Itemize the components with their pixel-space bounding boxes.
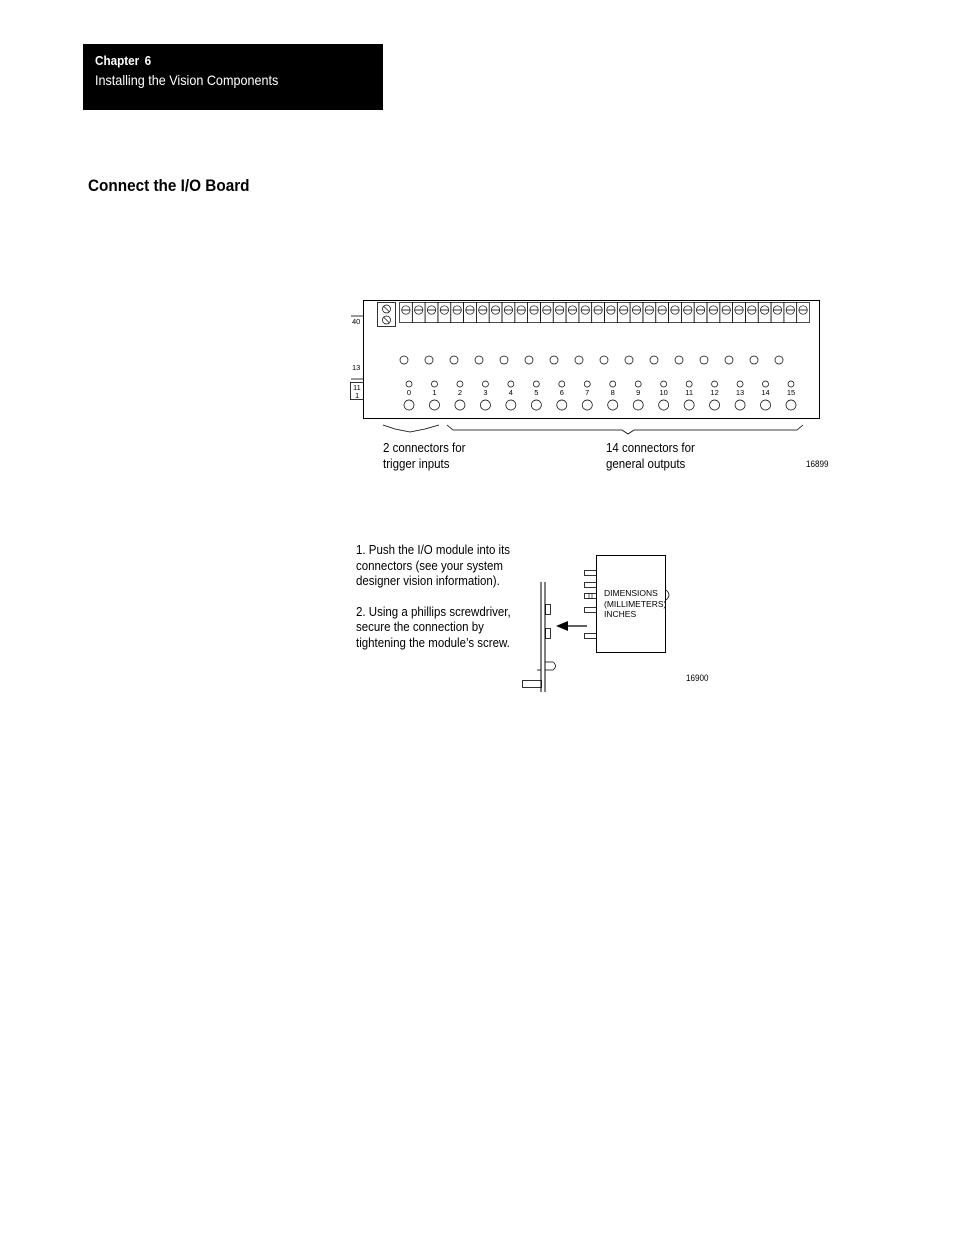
side-label-13: 13 xyxy=(352,363,361,372)
connector-number: 13 xyxy=(735,388,745,397)
dimension-label xyxy=(604,588,666,620)
trigger-caption-line: 2 connectors for xyxy=(383,441,466,455)
step-line: tightening the module’s screw. xyxy=(356,635,510,650)
connector-number: 9 xyxy=(636,388,641,397)
connector-number: 14 xyxy=(761,388,770,397)
connector-number: 5 xyxy=(534,388,539,397)
module-screw-head xyxy=(666,590,669,600)
backplane-tab xyxy=(545,662,556,670)
side-label-1: 1 xyxy=(355,391,360,400)
connector-number: 8 xyxy=(610,388,615,397)
backplane-socket-upper xyxy=(546,605,551,615)
dimension-line: (MILLIMETERS) xyxy=(604,598,667,609)
module-pins xyxy=(585,571,597,639)
connector-number: 11 xyxy=(685,388,694,397)
step-line: 1. Push the I/O module into its xyxy=(356,543,511,557)
connector-number: 10 xyxy=(659,388,668,397)
step-line: secure the connection by xyxy=(356,620,484,635)
side-label-11: 11 xyxy=(353,383,361,392)
connector-number: 7 xyxy=(585,388,590,397)
output-caption-line: general outputs xyxy=(606,457,686,471)
dimension-line: INCHES xyxy=(604,609,637,619)
chapter-number: 6 xyxy=(144,53,152,68)
connector-number: 3 xyxy=(483,388,488,397)
figure-number-2: 16900 xyxy=(686,673,709,683)
chapter-title: Installing the Vision Components xyxy=(95,72,279,88)
dimension-line: DIMENSIONS xyxy=(604,588,658,598)
step-line: 2. Using a phillips screwdriver, xyxy=(356,604,511,619)
output-caption-line: 14 connectors for xyxy=(606,441,695,455)
connector-number: 6 xyxy=(559,388,564,397)
backplane-socket-lower xyxy=(546,629,551,639)
figure-number-1: 16899 xyxy=(806,459,829,469)
side-label-40: 40 xyxy=(352,317,361,326)
step-line: connectors (see your system xyxy=(356,558,504,573)
chapter-word: Chapter xyxy=(95,53,140,68)
connector-number: 15 xyxy=(786,388,796,397)
backplane-foot xyxy=(523,681,542,688)
insert-arrow-head xyxy=(556,621,568,631)
connector-number: 2 xyxy=(457,388,463,397)
connector-number: 4 xyxy=(508,388,513,397)
connector-number: 1 xyxy=(432,388,437,397)
trigger-caption-line: trigger inputs xyxy=(383,457,450,471)
connector-number: 0 xyxy=(406,388,412,397)
step-line: designer vision information). xyxy=(356,574,500,589)
section-heading: Connect the I/O Board xyxy=(88,176,250,195)
connector-number: 12 xyxy=(710,388,719,397)
